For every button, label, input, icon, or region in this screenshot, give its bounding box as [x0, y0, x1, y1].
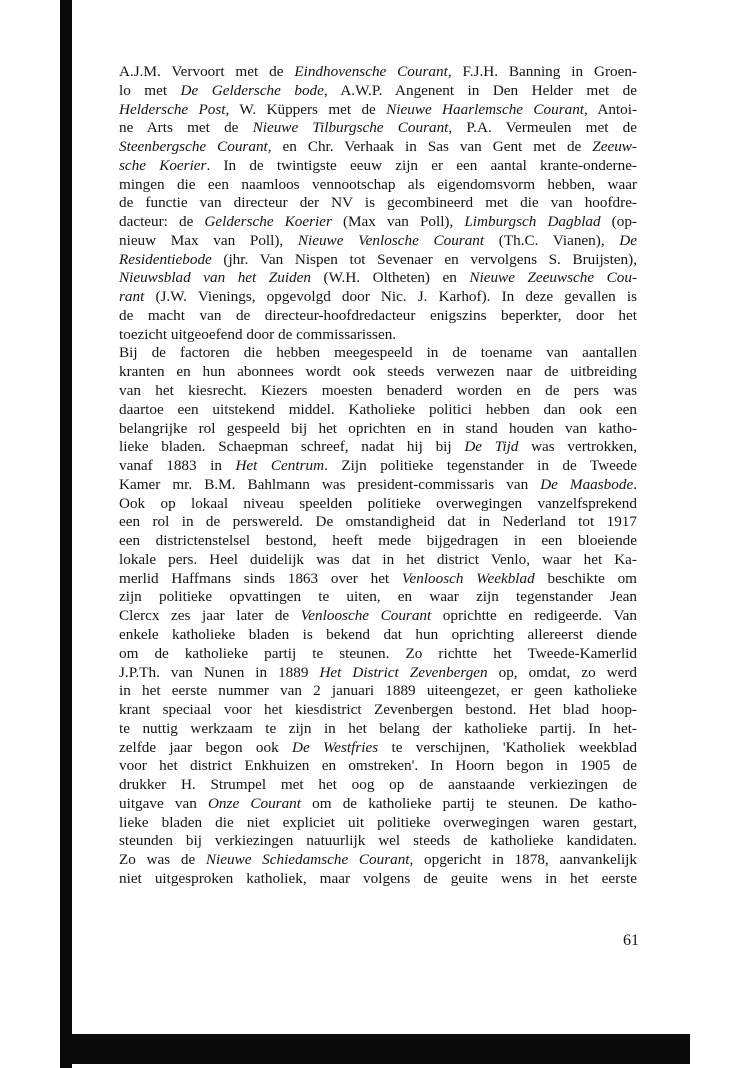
- text-line: [119, 382, 637, 401]
- text-line: [119, 495, 637, 514]
- text-line: [119, 457, 637, 476]
- text-segment: belangrijke rol gespeeld bij het oprichten en in stand houden van katho-: [119, 419, 637, 437]
- text-segment: lo met: [119, 81, 181, 99]
- text-segment: .: [633, 475, 637, 493]
- text-segment: van het kiesrecht. Kiezers moesten benaderd worden en de pers was: [119, 382, 637, 400]
- text-line: [119, 344, 637, 363]
- text-line: [119, 119, 637, 138]
- text-segment: (J.W. Vienings, opgevolgd door Nic. J. Karhof). In deze gevallen is: [144, 288, 637, 306]
- text-segment: nieuw Max van Poll),: [119, 231, 298, 249]
- text-line: [119, 157, 637, 176]
- text-segment: was vertrokken,: [518, 438, 637, 456]
- text-line: [119, 101, 637, 120]
- text-segment: een districtenstelsel bestond, heeft mede bijgedragen in een bloeiende: [119, 532, 637, 550]
- text-segment: J.P.Th. van Nunen in 1889: [119, 663, 320, 681]
- italic-title: sche Koerier: [119, 156, 207, 174]
- italic-title: De Westfries: [292, 738, 379, 756]
- text-segment: , F.J.H. Banning in Groen-: [447, 63, 637, 80]
- text-line: [119, 739, 637, 758]
- italic-title: Nieuwe Zeeuwsche Cou-: [469, 269, 638, 287]
- italic-title: Geldersche Koerier: [204, 213, 332, 231]
- text-segment: daartoe een uitstekend middel. Katholieke politici hebben dan ook een: [119, 400, 637, 418]
- text-segment: niet uitgesproken katholiek, maar volgens de geuite wens in het eerste: [119, 869, 637, 887]
- text-segment: dacteur: de: [119, 213, 205, 231]
- text-line: [119, 720, 637, 739]
- italic-title: Venloosch Weekblad: [401, 569, 535, 587]
- italic-title: Residentiebode: [119, 250, 212, 268]
- italic-title: Het Centrum: [235, 457, 325, 475]
- text-line: [119, 645, 637, 664]
- text-segment: oprichtte en redigeerde. Van: [431, 607, 637, 625]
- text-line: [119, 420, 637, 439]
- italic-title: rant: [119, 288, 145, 306]
- text-segment: uitgave van: [119, 794, 208, 812]
- text-line: [119, 814, 637, 833]
- text-segment: vanaf 1883 in: [119, 457, 236, 475]
- text-segment: . Zijn politieke tegenstander in de Tweede: [324, 457, 637, 475]
- italic-title: Nieuwsblad van het Zuiden: [119, 269, 311, 287]
- text-line: [119, 701, 637, 720]
- text-segment: (Max van Poll),: [331, 213, 465, 231]
- italic-title: Steenbergsche Courant: [119, 138, 268, 156]
- text-segment: om de katholieke partij te steunen. De katho-: [300, 794, 637, 812]
- text-segment: , P.A. Vermeulen met de: [448, 119, 637, 137]
- text-line: [119, 438, 637, 457]
- text-segment: Clercx zes jaar later de: [119, 607, 301, 625]
- text-line: [119, 682, 637, 701]
- text-segment: , W. Küppers met de: [225, 100, 387, 118]
- text-line: [119, 232, 637, 251]
- text-line: [119, 664, 637, 683]
- text-line: [119, 851, 637, 870]
- text-line: [119, 213, 637, 232]
- text-segment: krant speciaal voor het kiesdistrict Zevenbergen bestond. Het blad hoop-: [119, 701, 637, 719]
- text-segment: . In de twintigste eeuw zijn er een aantal krante-onderne-: [206, 156, 637, 174]
- text-line: [119, 288, 637, 307]
- text-segment: toezicht uitgeoefend door de commissarissen.: [119, 325, 397, 343]
- text-line: [119, 832, 637, 851]
- text-line: [119, 588, 637, 607]
- text-line: [119, 251, 637, 270]
- italic-title: Het District Zevenbergen: [319, 663, 488, 681]
- text-line: [119, 476, 637, 495]
- text-line: [119, 570, 637, 589]
- text-line: [119, 82, 637, 101]
- text-segment: Zo was de: [119, 851, 206, 869]
- italic-title: De Geldersche bode: [180, 81, 324, 99]
- italic-title: Venloosche Courant: [300, 607, 432, 625]
- text-line: [119, 138, 637, 157]
- text-segment: , opgericht in 1878, aanvankelijk: [409, 851, 637, 869]
- text-segment: in het eerste nummer van 2 januari 1889 uiteengezet, er geen katholieke: [119, 682, 637, 700]
- text-segment: Ook op lokaal niveau speelden politieke overwegingen vanzelfsprekend: [119, 494, 637, 512]
- text-segment: Bij de factoren die hebben meegespeeld in de toename van aantallen: [119, 344, 637, 362]
- italic-title: Heldersche Post: [119, 100, 226, 118]
- text-segment: te verschijnen, 'Katholiek weekblad: [378, 738, 637, 756]
- text-segment: merlid Haffmans sinds 1863 over het: [119, 569, 402, 587]
- scan-edge-bottom: [60, 1034, 690, 1064]
- text-line: [119, 757, 637, 776]
- text-segment: steunden bij verkiezingen natuurlijk wel steeds de katholieke kandidaten.: [119, 832, 637, 850]
- text-line: [119, 870, 637, 889]
- text-line: [119, 307, 637, 326]
- text-segment: lieke bladen die niet expliciet uit politieke overwegingen waren gestart,: [119, 813, 637, 831]
- text-line: [119, 795, 637, 814]
- text-segment: Kamer mr. B.M. Bahlmann was president-commissaris van: [119, 475, 541, 493]
- body-text: [119, 63, 637, 889]
- text-segment: de macht van de directeur-hoofdredacteur enigszins beperkter, door het: [119, 306, 637, 324]
- text-line: [119, 776, 637, 795]
- italic-title: Nieuwe Venlosche Courant: [297, 231, 485, 249]
- italic-title: De: [619, 231, 638, 249]
- text-segment: , Antoi-: [584, 100, 637, 118]
- italic-title: Onze Courant: [207, 794, 301, 812]
- text-line: [119, 551, 637, 570]
- text-line: [119, 513, 637, 532]
- italic-title: Eindhovensche Courant: [294, 63, 448, 80]
- text-line: [119, 363, 637, 382]
- italic-title: De Tijd: [464, 438, 519, 456]
- text-segment: te nuttig werkzaam te zijn in het belang der katholieke partij. In het-: [119, 719, 637, 737]
- text-segment: zijn politieke opvattingen te uiten, en waar zijn tegenstander Jean: [119, 588, 637, 606]
- text-segment: A.J.M. Vervoort met de: [119, 63, 295, 80]
- italic-title: Limburgsch Dagblad: [464, 213, 601, 231]
- text-segment: om de katholieke partij te steunen. Zo richtte het Tweede-Kamerlid: [119, 644, 637, 662]
- text-segment: zelfde jaar begon ook: [119, 738, 292, 756]
- text-segment: ne Arts met de: [119, 119, 253, 137]
- text-segment: , en Chr. Verhaak in Sas van Gent met de: [267, 138, 593, 156]
- text-segment: lokale pers. Heel duidelijk was dat in het district Venlo, waar het Ka-: [119, 550, 637, 568]
- italic-title: Zeeuw-: [592, 138, 637, 156]
- text-segment: (jhr. Van Nispen tot Sevenaer en vervolgens S. Bruijsten),: [211, 250, 637, 268]
- text-segment: kranten en hun abonnees wordt ook steeds verwezen naar de uitbreiding: [119, 363, 637, 381]
- text-line: [119, 401, 637, 420]
- italic-title: Nieuwe Haarlemsche Courant: [386, 100, 585, 118]
- text-segment: enkele katholieke bladen is bekend dat hun oprichting allereerst diende: [119, 625, 637, 643]
- text-segment: (Th.C. Vianen),: [484, 231, 620, 249]
- text-segment: beschikte om: [534, 569, 637, 587]
- italic-title: Nieuwe Tilburgsche Courant: [252, 119, 449, 137]
- italic-title: De Maasbode: [540, 475, 634, 493]
- text-segment: (op-: [600, 213, 637, 231]
- text-line: [119, 176, 637, 195]
- text-segment: de functie van directeur der NV is gecombineerd met die van hoofdre-: [119, 194, 637, 212]
- text-line: [119, 194, 637, 213]
- text-line: [119, 607, 637, 626]
- text-line: [119, 626, 637, 645]
- text-line: [119, 63, 637, 82]
- scan-edge-left: [60, 0, 72, 1068]
- text-line: [119, 532, 637, 551]
- text-segment: mingen die een naamloos vennootschap als eigendomsvorm hebben, waar: [119, 175, 637, 193]
- italic-title: Nieuwe Schiedamsche Courant: [205, 851, 410, 869]
- text-segment: lieke bladen. Schaepman schreef, nadat hij bij: [119, 438, 465, 456]
- text-line: [119, 326, 637, 345]
- text-segment: , A.W.P. Angenent in Den Helder met de: [323, 81, 637, 99]
- text-line: [119, 269, 637, 288]
- text-segment: (W.H. Oltheten) en: [311, 269, 470, 287]
- text-segment: op, omdat, zo werd: [487, 663, 638, 681]
- text-segment: drukker H. Strumpel met het oog op de aanstaande verkiezingen de: [119, 776, 637, 794]
- text-segment: voor het district Enkhuizen en omstreken'. In Hoorn begon in 1905 de: [119, 757, 637, 775]
- page-number: 61: [623, 932, 639, 949]
- text-segment: een rol in de perswereld. De omstandigheid dat in Nederland tot 1917: [119, 513, 637, 531]
